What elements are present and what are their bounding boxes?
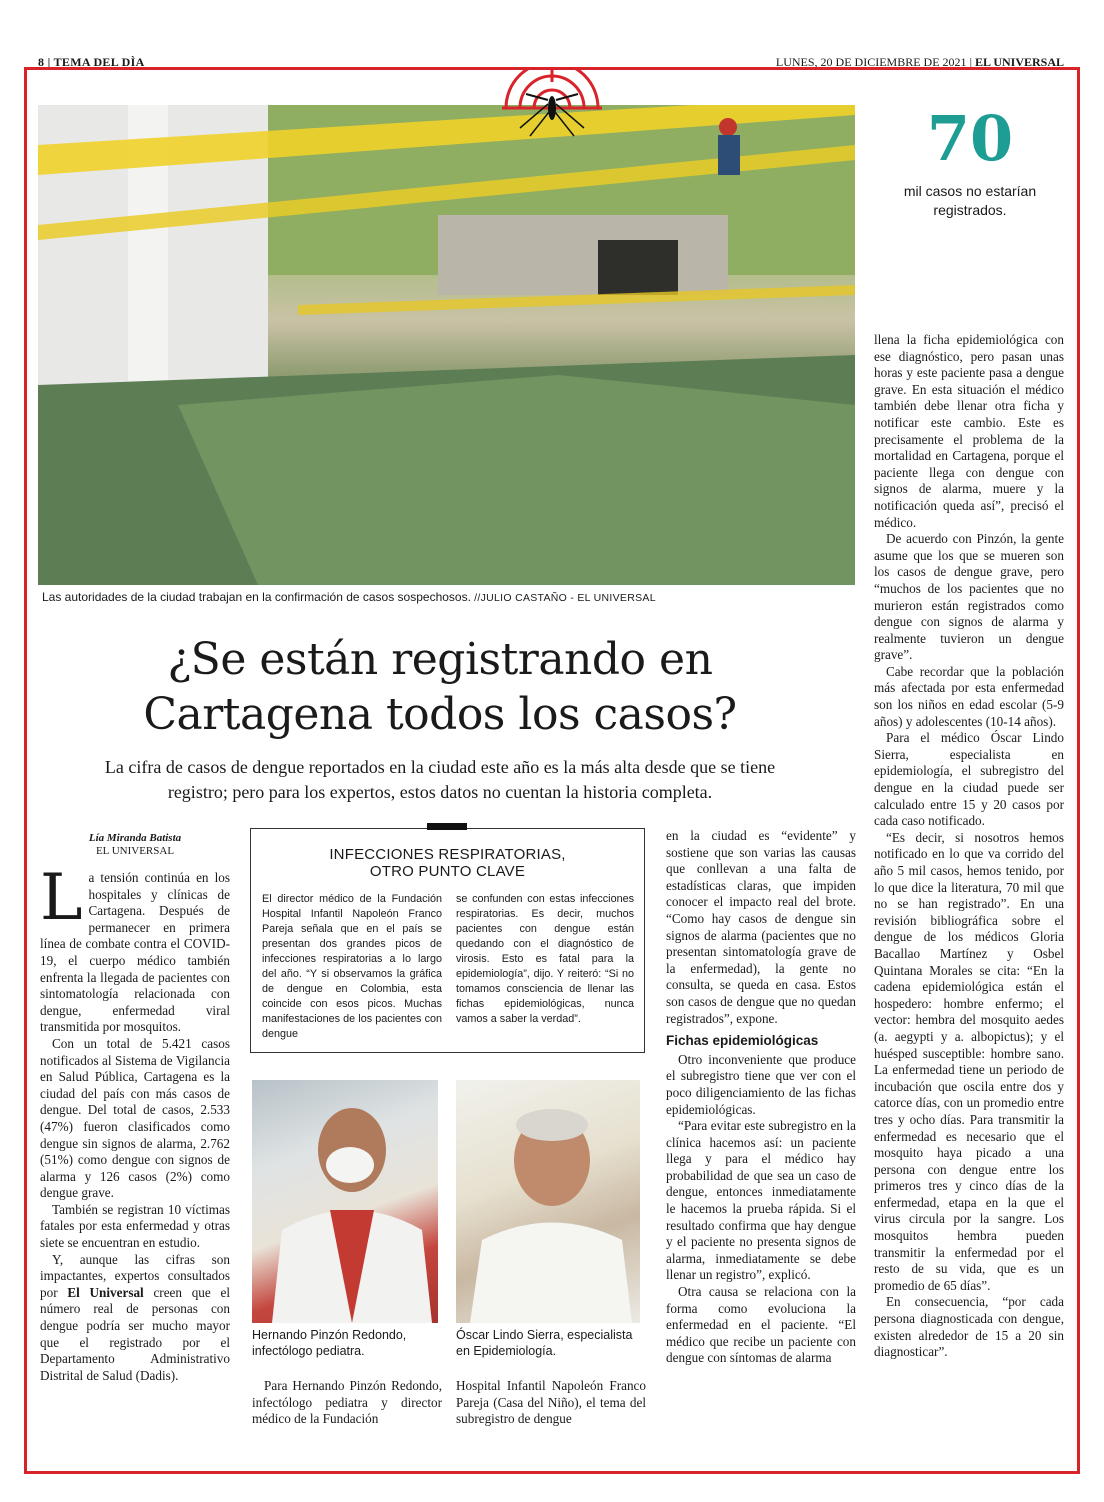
author-outlet: EL UNIVERSAL	[95, 845, 175, 857]
stat-number: 70	[926, 102, 1014, 175]
column-2-bottom	[252, 1378, 442, 1428]
box-text-2: se confunden con estas infecciones respiratorias. Es decir, muchos pacientes con dengue están quedando con el diagnóstico de virosis. Esto es fatal para la epidemiología”, dijo. Y reiteró: “Si no tomamos consciencia de llenar las fichas epidemiológicas, nunca vamos a saber la verdad”.	[456, 893, 634, 1025]
headline-line-1: ¿Se están registrando en	[167, 634, 713, 685]
column-4	[666, 828, 856, 1367]
portrait-illustration-2	[456, 1080, 640, 1323]
col1-para-4a: Y, aunque las cifras son impactantes, expertos consultados por	[40, 1251, 230, 1300]
box-tab	[427, 823, 467, 830]
headline	[40, 632, 840, 742]
col1-para-2: Con un total de 5.421 casos notificados al Sistema de Vigilancia en Salud Pública, Cartagena es la ciudad del país con más casos de dengue. Del total de casos, 2.533 (47%) fueron clasificados como dengue sin signos de alarma, 2.762 (51%) como dengue con signos de alarma y 126 casos (2%) como dengue grave.	[40, 1035, 230, 1201]
box-title	[250, 846, 645, 880]
main-photo	[38, 105, 855, 585]
photo-lindo	[456, 1080, 640, 1323]
photo-lindo-caption: Óscar Lindo Sierra, especialista en Epidemiología.	[456, 1328, 633, 1358]
col1-para-1	[40, 861, 230, 1036]
col4-para-1: en la ciudad es “evidente” y sostiene que son varias las causas que conllevan a una falta de estadísticas claras, que impiden conocer el impacto real del brote. “Como hay casos de dengue sin signos de alarma (pacientes que no presentan sintomatología grave de la enfermedad), la gente no consulta, se queda en casa. Estos son casos de dengue que no quedan registrados”, expone.	[666, 828, 856, 1026]
stat-line-2: registrados.	[933, 202, 1007, 218]
col3-para: Hospital Infantil Napoleón Franco Pareja (Casa del Niño), el tema del subregistro de dengue	[456, 1378, 646, 1427]
col4-para-2: Otro inconveniente que produce el subregistro tiene que ver con el poco diligenciamiento de las fichas epidemiológicas.	[666, 1051, 856, 1117]
stat-line-1: mil casos no estarían	[903, 183, 1037, 199]
col4-subhead: Fichas epidemiológicas	[666, 1033, 819, 1049]
column-3-bottom	[456, 1378, 646, 1428]
header-date: LUNES, 20 DE DICIEMBRE DE 2021	[775, 55, 967, 69]
drop-cap: L	[40, 861, 83, 935]
box-title-1: INFECCIONES RESPIRATORIAS,	[329, 846, 566, 863]
box-text-1: El director médico de la Fundación Hospital Infantil Napoleón Franco Pareja señala que en el país se presentan dos grandes picos de infecciones respiratorias a lo largo del año. “Y si observamos la gráfica de dengue en Colombia, esta coincide con esos picos. Muchas manifestaciones de los pacientes con dengue	[262, 893, 442, 1040]
byline	[40, 832, 230, 858]
deck	[60, 755, 820, 805]
deck-line-1: La cifra de casos de dengue reportados en la ciudad este año es la más alta desde que se tiene	[104, 757, 776, 777]
header-separator: |	[966, 55, 975, 69]
col2-para: Para Hernando Pinzón Redondo, infectólogo pediatra y director médico de la Fundación	[252, 1378, 442, 1427]
mosquito-target-icon	[500, 68, 604, 138]
header-paper: EL UNIVERSAL	[974, 55, 1064, 69]
photo-credit: //JULIO CASTAÑO - EL UNIVERSAL	[470, 592, 656, 604]
col1-para-1-text: a tensión continúa en los hospitales y clínicas de Cartagena. Después de permanecer en primera línea de combate contra el COVID-19, el cuerpo médico también enfrenta la llegada de pacientes con sintomatología relacionada con dengue, enfermedad viral transmitida por mosquitos.	[40, 870, 230, 1035]
col5-para-3: Cabe recordar que la población más afectada por esta enfermedad son los niños en edad escolar (5-9 años) y adolescentes (10-14 años).	[874, 663, 1064, 729]
col4-para-3: “Para evitar este subregistro en la clínica hacemos así: un paciente llega y para el médico hay probabilidad de que sea un caso de dengue, entonces inmediatamente le hacemos la prueba rápida. Si el resultado confirma que hay dengue y el paciente no presenta signos de alarma, inmediatamente se debe llenar un registro”, explicó.	[666, 1118, 856, 1283]
col1-para-4b: El Universal	[67, 1284, 144, 1300]
author-name: Lía Miranda Batista	[88, 832, 182, 844]
col4-para-4: Otra causa se relaciona con la forma como evoluciona la enfermedad en el paciente. “El médico que recibe un paciente con dengue con síntomas de alarma	[666, 1284, 856, 1366]
photo-pinzon	[252, 1080, 438, 1323]
column-5	[874, 332, 1064, 1361]
photo-caption-text: Las autoridades de la ciudad trabajan en la confirmación de casos sospechosos.	[42, 590, 471, 604]
column-1	[40, 861, 230, 1384]
col1-para-4	[40, 1252, 230, 1385]
page-section: 8 | TEMA DEL DÌA	[38, 55, 145, 69]
col1-para-4c: creen que el número real de personas con dengue podría ser mucho mayor que el registrado por el Departamento Administrativo Distrital de Salud (Dadis).	[40, 1284, 230, 1383]
col1-para-3: También se registran 10 víctimas fatales por esta enfermedad y otras siete se encuentran en estudio.	[40, 1201, 230, 1251]
stat-text	[880, 182, 1060, 220]
col5-para-6: En consecuencia, “por cada persona diagnosticada con dengue, existen alrededor de 15 a 20 sin diagnosticar”.	[874, 1294, 1064, 1360]
col5-para-2: De acuerdo con Pinzón, la gente asume que los que se mueren son los casos de dengue grave, pero “muchos de los pacientes que no murieron están registrados como dengue con signos de alarma y realmente tuvieron un dengue grave”.	[874, 531, 1064, 663]
flooded-street-illustration	[38, 105, 855, 585]
col5-para-4: Para el médico Óscar Lindo Sierra, especialista en epidemiología, el subregistro del dengue en la ciudad puede ser calculado entre 15 y 20 casos por cada caso notificado.	[874, 730, 1064, 829]
box-title-2: OTRO PUNTO CLAVE	[369, 863, 526, 880]
deck-line-2: registro; pero para los expertos, estos datos no cuentan la historia completa.	[167, 782, 713, 802]
col5-para-5: “Es decir, si nosotros hemos notificado en lo que va corrido del año 5 mil casos, hemos tenido, por lo que dice la literatura, 70 mil que no se han registrado”. En una revisión bibliográfica sobre el dengue de los médicos Gloria Bacallao Martínez y Osbel Quintana Morales se cita: “En la cadena epidemiológica están el hospedero: hombre enfermo; el vector: hembra del mosquito aedes (a. aegypti y a. albopictus); y el huésped susceptible: hombre sano. La enfermedad tiene un periodo de incubación que oscila entre dos y catorce días, con un promedio entre tres y ocho días. Para transmitir la enfermedad es necesario que el mosquito haya picado a una persona con dengue entre los primeros tres y cinco días de la enfermedad, etapa en la que el virus circula por la sangre. Los mosquitos hembra pueden transmitir la enfermedad por el resto de su vida, que es un promedio de 65 días”.	[874, 829, 1064, 1293]
portrait-illustration-1	[252, 1080, 438, 1323]
col5-para-1: llena la ficha epidemiológica con ese diagnóstico, pero pasan unas horas y este paciente pasa a dengue grave. En esta situación el médico también debe llenar otra ficha y notificar este cambio. Este es precisamente el problema de la mortalidad en Cartagena, porque el paciente llega con dengue con signos de alarma, muere y la notificación queda así”, precisó el médico.	[874, 332, 1064, 530]
headline-line-2: Cartagena todos los casos?	[143, 689, 737, 740]
photo-pinzon-caption: Hernando Pinzón Redondo, infectólogo pediatra.	[252, 1328, 407, 1358]
photo-caption	[42, 590, 656, 604]
